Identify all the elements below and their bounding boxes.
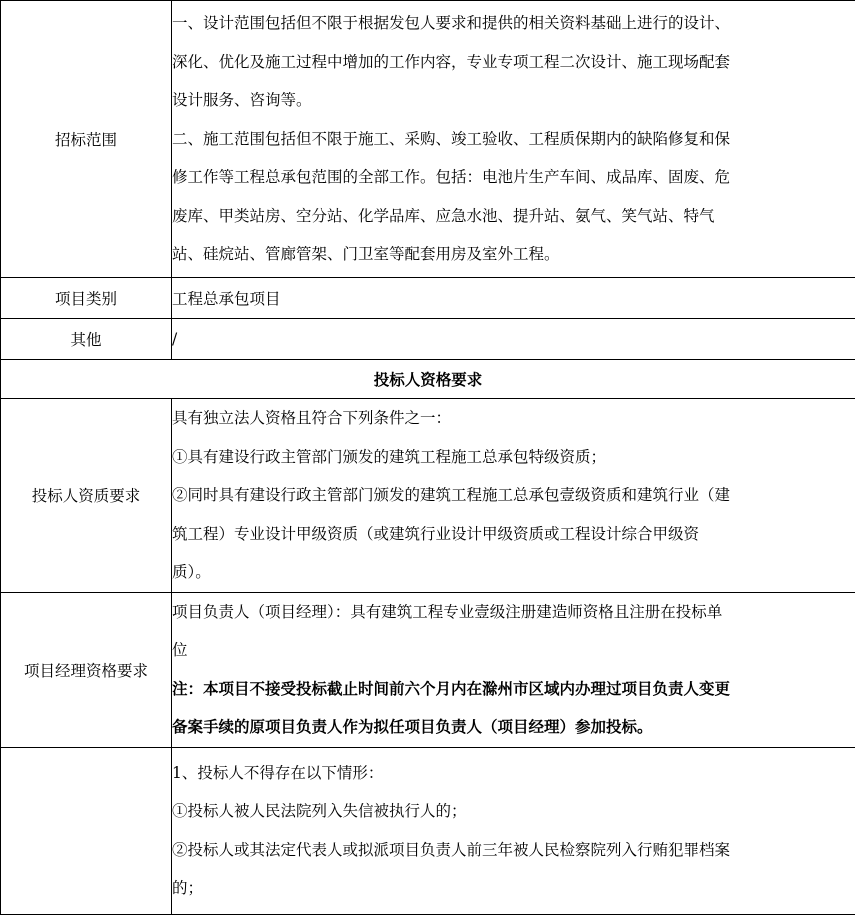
table-row-category bbox=[1, 278, 855, 319]
manager-line: 项目负责人（项目经理）：具有建筑工程专业壹级注册建造师资格且注册在投标单 bbox=[172, 593, 855, 632]
manager-content bbox=[172, 592, 855, 747]
qualification-line: 筑工程）专业设计甲级资质（或建筑行业设计甲级资质或工程设计综合甲级资 bbox=[172, 515, 855, 554]
table-row-other bbox=[1, 319, 855, 360]
manager-note-line: 备案手续的原项目负责人作为拟任项目负责人（项目经理）参加投标。 bbox=[172, 708, 855, 747]
table-row-scope bbox=[1, 1, 855, 278]
scope-line: 一、设计范围包括但不限于根据发包人要求和提供的相关资料基础上进行的设计、 bbox=[172, 4, 855, 43]
scope-line: 废库、甲类站房、空分站、化学品库、应急水池、提升站、氨气、笑气站、特气 bbox=[172, 197, 855, 236]
qualification-content bbox=[172, 399, 855, 593]
scope-line: 修工作等工程总承包范围的全部工作。包括：电池片生产车间、成品库、固废、危 bbox=[172, 158, 855, 197]
manager-label: 项目经理资格要求 bbox=[1, 592, 172, 747]
scope-line: 深化、优化及施工过程中增加的工作内容，专业专项工程二次设计、施工现场配套 bbox=[172, 43, 855, 82]
scope-label: 招标范围 bbox=[1, 1, 172, 278]
table-row-manager bbox=[1, 592, 855, 747]
exclusion-label bbox=[1, 747, 172, 914]
exclusion-line: ①投标人被人民法院列入失信被执行人的； bbox=[172, 792, 855, 831]
table-row-exclusion bbox=[1, 747, 855, 914]
manager-line: 位 bbox=[172, 631, 855, 670]
table-row-qualification bbox=[1, 399, 855, 593]
scope-line: 二、施工范围包括但不限于施工、采购、竣工验收、工程质保期内的缺陷修复和保 bbox=[172, 120, 855, 159]
exclusion-line: 的； bbox=[172, 869, 855, 908]
exclusion-line: ②投标人或其法定代表人或拟派项目负责人前三年被人民检察院列入行贿犯罪档案 bbox=[172, 831, 855, 870]
scope-content bbox=[172, 1, 855, 278]
other-label: 其他 bbox=[1, 319, 172, 360]
manager-note-line: 注：本项目不接受投标截止时间前六个月内在滁州市区域内办理过项目负责人变更 bbox=[172, 670, 855, 709]
category-value: 工程总承包项目 bbox=[172, 278, 855, 319]
qualification-line: 具有独立法人资格且符合下列条件之一： bbox=[172, 399, 855, 438]
section-row bbox=[1, 360, 855, 399]
exclusion-line: 1、投标人不得存在以下情形： bbox=[172, 754, 855, 793]
section-title: 投标人资格要求 bbox=[1, 360, 855, 399]
other-value: / bbox=[172, 319, 855, 360]
qualification-line: ①具有建设行政主管部门颁发的建筑工程施工总承包特级资质； bbox=[172, 438, 855, 477]
qualification-label: 投标人资质要求 bbox=[1, 399, 172, 593]
category-label: 项目类别 bbox=[1, 278, 172, 319]
scope-line: 站、硅烷站、管廊管架、门卫室等配套用房及室外工程。 bbox=[172, 235, 855, 274]
qualification-line: ②同时具有建设行政主管部门颁发的建筑工程施工总承包壹级资质和建筑行业（建 bbox=[172, 476, 855, 515]
exclusion-content bbox=[172, 747, 855, 914]
scope-line: 设计服务、咨询等。 bbox=[172, 81, 855, 120]
qualification-line: 质）。 bbox=[172, 553, 855, 592]
